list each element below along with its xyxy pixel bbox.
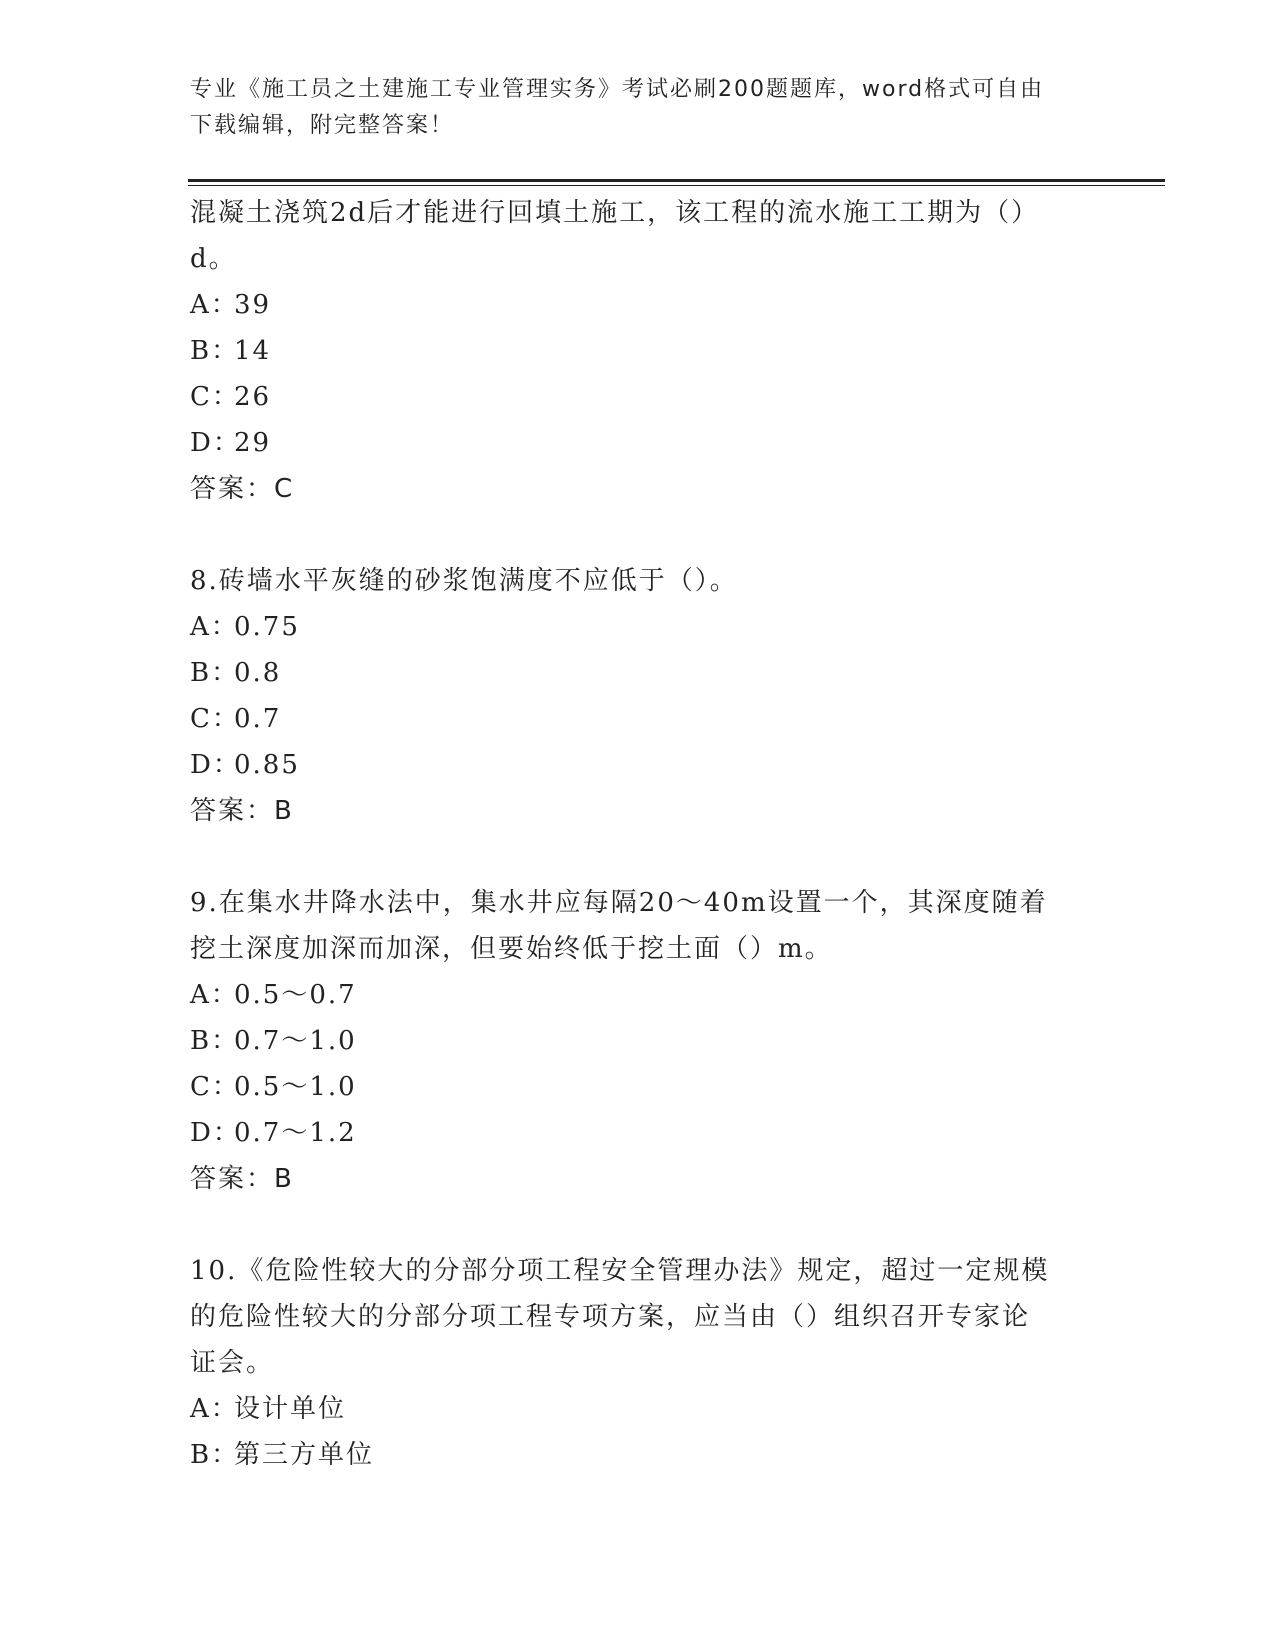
option-letter: B： <box>190 336 240 366</box>
option-d <box>190 742 1090 788</box>
question-7 <box>190 190 1090 512</box>
option-letter: A： <box>190 980 239 1010</box>
option-letter: D： <box>190 750 241 780</box>
option-a <box>190 604 1090 650</box>
header-line-1: 专业《施工员之土建施工专业管理实务》考试必刷200题题库，word格式可自由 <box>190 77 1045 102</box>
option-b <box>190 650 1090 696</box>
option-c <box>190 1064 1090 1110</box>
option-a <box>190 282 1090 328</box>
option-letter: A： <box>190 612 239 642</box>
answer-line: 答案：B <box>190 796 294 826</box>
option-text: 0.7～1.2 <box>234 1118 357 1148</box>
option-letter: A： <box>190 1394 239 1424</box>
option-letter: B： <box>190 658 240 688</box>
question-stem-line: 证会。 <box>190 1348 275 1378</box>
question-9 <box>190 880 1090 1202</box>
question-stem-line: 混凝土浇筑2d后才能进行回填土施工，该工程的流水施工工期为（） <box>190 198 1040 228</box>
option-text: 39 <box>234 290 272 320</box>
option-b <box>190 1018 1090 1064</box>
option-letter: C： <box>190 1072 240 1102</box>
option-c <box>190 696 1090 742</box>
option-c <box>190 374 1090 420</box>
option-a <box>190 1386 1090 1432</box>
option-text: 第三方单位 <box>234 1440 375 1470</box>
option-text: 0.7～1.0 <box>234 1026 357 1056</box>
answer-line: 答案：C <box>190 474 295 504</box>
answer-line: 答案：B <box>190 1164 294 1194</box>
question-stem-line: 的危险性较大的分部分项工程专项方案，应当由（）组织召开专家论 <box>190 1302 1031 1332</box>
question-stem-line: 8.砖墙水平灰缝的砂浆饱满度不应低于（）。 <box>190 566 738 596</box>
option-text: 29 <box>234 428 272 458</box>
header-rule-thin <box>188 185 1165 186</box>
option-letter: D： <box>190 1118 241 1148</box>
option-letter: C： <box>190 704 240 734</box>
option-letter: A： <box>190 290 239 320</box>
question-spacer <box>190 834 1090 880</box>
document-header <box>190 72 1090 144</box>
option-text: 0.75 <box>234 612 300 642</box>
question-spacer <box>190 512 1090 558</box>
option-d <box>190 420 1090 466</box>
header-rule-thick <box>188 179 1165 182</box>
option-d <box>190 1110 1090 1156</box>
option-letter: C： <box>190 382 240 412</box>
question-10 <box>190 1248 1090 1478</box>
question-list <box>190 190 1090 1478</box>
option-text: 14 <box>234 336 272 366</box>
question-stem-line: 9.在集水井降水法中，集水井应每隔20～40m设置一个，其深度随着 <box>190 888 1048 918</box>
option-text: 0.8 <box>234 658 282 688</box>
option-text: 0.85 <box>234 750 300 780</box>
question-stem-line: 挖土深度加深而加深，但要始终低于挖土面（）m。 <box>190 934 833 964</box>
option-text: 0.7 <box>234 704 282 734</box>
question-stem-line: d。 <box>190 244 237 274</box>
option-text: 26 <box>234 382 272 412</box>
option-text: 设计单位 <box>234 1394 347 1424</box>
option-text: 0.5～0.7 <box>234 980 357 1010</box>
option-letter: D： <box>190 428 241 458</box>
question-stem-line: 10.《危险性较大的分部分项工程安全管理办法》规定，超过一定规模 <box>190 1256 1050 1286</box>
option-letter: B： <box>190 1440 240 1470</box>
option-b <box>190 1432 1090 1478</box>
question-8 <box>190 558 1090 834</box>
header-line-2: 下载编辑，附完整答案！ <box>190 113 455 138</box>
option-letter: B： <box>190 1026 240 1056</box>
option-text: 0.5～1.0 <box>234 1072 357 1102</box>
option-b <box>190 328 1090 374</box>
question-spacer <box>190 1202 1090 1248</box>
option-a <box>190 972 1090 1018</box>
